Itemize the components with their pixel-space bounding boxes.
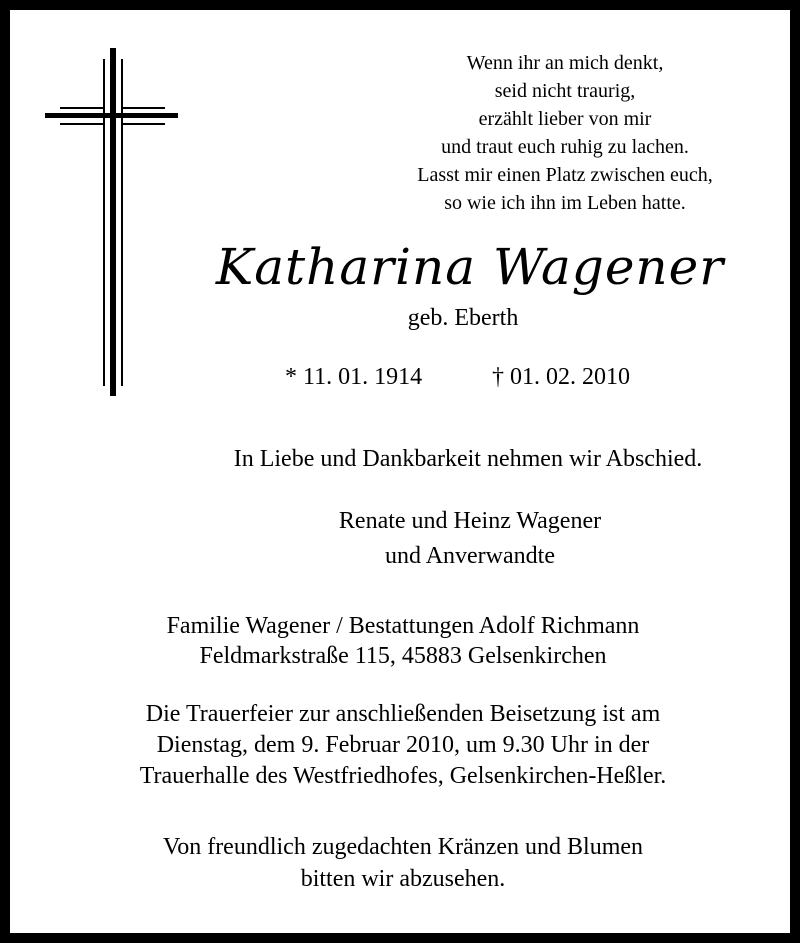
ceremony-line: Dienstag, dem 9. Februar 2010, um 9.30 Uhr in der xyxy=(156,732,650,758)
deceased-name: Katharina Wagener xyxy=(215,238,725,296)
contact-line: Feldmarkstraße 115, 45883 Gelsenkirchen xyxy=(199,643,607,669)
poem-line: erzählt lieber von mir xyxy=(478,108,652,130)
mourners-line: und Anverwandte xyxy=(385,543,555,569)
request-line: Von freundlich zugedachten Kränzen und Blumen xyxy=(162,834,644,860)
contact-line: Familie Wagener / Bestattungen Adolf Richmann xyxy=(166,613,640,639)
poem-line: Wenn ihr an mich denkt, xyxy=(466,52,664,74)
maiden-name: geb. Eberth xyxy=(407,305,519,331)
ceremony-line: Die Trauerfeier zur anschließenden Beisetzung ist am xyxy=(145,701,661,727)
birth-date: * 11. 01. 1914 xyxy=(285,364,423,390)
poem-line: Lasst mir einen Platz zwischen euch, xyxy=(417,164,713,186)
farewell-text: In Liebe und Dankbarkeit nehmen wir Abschied. xyxy=(233,446,703,472)
death-date: † 01. 02. 2010 xyxy=(492,364,630,390)
poem-line: so wie ich ihn im Leben hatte. xyxy=(444,192,686,214)
poem-line: seid nicht traurig, xyxy=(494,80,636,102)
mourners-line: Renate und Heinz Wagener xyxy=(338,508,602,534)
request-line: bitten wir abzusehen. xyxy=(300,866,506,892)
ceremony-line: Trauerhalle des Westfriedhofes, Gelsenkirchen-Heßler. xyxy=(139,763,667,789)
poem-line: und traut euch ruhig zu lachen. xyxy=(441,136,689,158)
